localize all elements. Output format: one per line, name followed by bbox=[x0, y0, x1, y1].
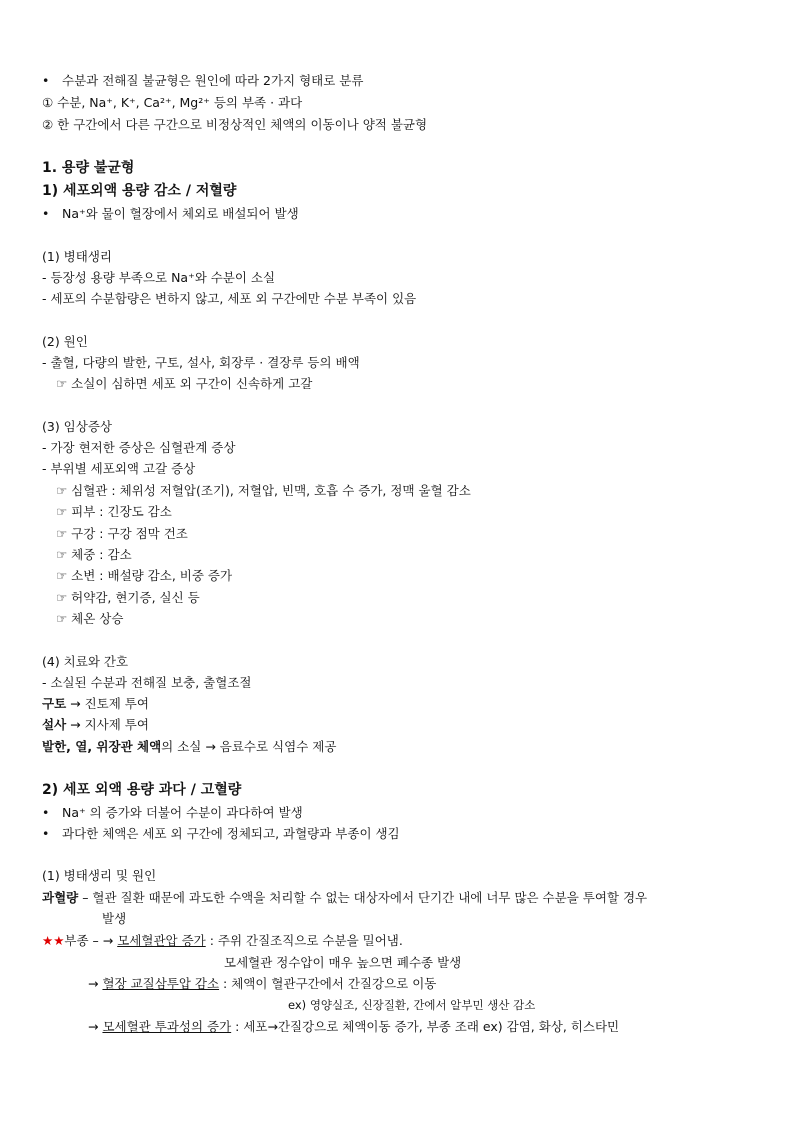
symptom-line: - 부위별 세포외액 고갈 증상 bbox=[42, 461, 196, 476]
subsection-title: 2) 세포 외액 용량 과다 / 고혈량 bbox=[42, 782, 242, 798]
treatment-line bbox=[42, 739, 336, 755]
symptom-item: ☞ 체온 상승 bbox=[56, 611, 124, 626]
patho-title: (1) 병태생리 bbox=[42, 249, 112, 264]
intro-bullet: • 수분과 전해질 불균형은 원인에 따라 2가지 형태로 분류 bbox=[62, 73, 363, 89]
patho-line: - 등장성 용량 부족으로 Na⁺와 수분이 소실 bbox=[42, 270, 276, 285]
star-icon: ★★ bbox=[42, 933, 65, 948]
treatment-line bbox=[42, 696, 149, 712]
symptom-title: (3) 임상증상 bbox=[42, 419, 112, 434]
hypervolemia-line-cont: 발생 bbox=[102, 911, 127, 926]
hypervolemia-label: 과혈량 bbox=[42, 890, 79, 905]
subsection-bullet: • 과다한 체액은 세포 외 구간에 정체되고, 과혈량과 부종이 생김 bbox=[62, 826, 400, 842]
hypervolemia-line bbox=[42, 890, 647, 906]
symptom-item: ☞ 구강 : 구강 점막 건조 bbox=[56, 526, 188, 541]
hypervolemia-text: – 혈관 질환 때문에 과도한 수액을 처리할 수 없는 대상자에서 단기간 내에 너무 많은 수분을 투여할 경우 bbox=[78, 890, 648, 905]
cause-note: ☞ 소실이 심하면 세포 외 구간이 신속하게 고갈 bbox=[56, 376, 313, 391]
treatment-text: 의 소실 → 음료수로 식염수 제공 bbox=[161, 739, 337, 754]
treatment-title: (4) 치료와 간호 bbox=[42, 654, 129, 669]
symptom-item: ☞ 소변 : 배설량 감소, 비중 증가 bbox=[56, 568, 233, 583]
treatment-term: 설사 bbox=[42, 717, 67, 732]
symptom-item: ☞ 심혈관 : 체위성 저혈압(조기), 저혈압, 빈맥, 호흡 수 증가, 정맥 울혈 감소 bbox=[56, 483, 471, 498]
treatment-line bbox=[42, 717, 149, 733]
cause-title: (2) 원인 bbox=[42, 334, 88, 349]
treatment-line: - 소실된 수분과 전해질 보충, 출혈조절 bbox=[42, 675, 252, 690]
edema-desc-cont: 모세혈관 정수압이 매우 높으면 폐수종 발생 bbox=[224, 955, 462, 970]
symptom-item: ☞ 체중 : 감소 bbox=[56, 547, 132, 562]
intro-item-2: ② 한 구간에서 다른 구간으로 비정상적인 체액의 이동이나 양적 불균형 bbox=[42, 117, 428, 132]
subsection-title: 1) 세포외액 용량 감소 / 저혈량 bbox=[42, 183, 237, 199]
symptom-item: ☞ 피부 : 긴장도 감소 bbox=[56, 504, 172, 519]
subsection-bullet: • Na⁺와 물이 혈장에서 체외로 배설되어 발생 bbox=[62, 206, 299, 222]
edema-cause: 모세혈관 투과성의 증가 bbox=[102, 1019, 232, 1034]
treatment-text: → 지사제 투여 bbox=[66, 717, 149, 732]
treatment-term: 발한, 열, 위장관 체액 bbox=[42, 739, 162, 754]
intro-item-1: ① 수분, Na⁺, K⁺, Ca²⁺, Mg²⁺ 등의 부족 · 과다 bbox=[42, 95, 303, 110]
edema-cause: 혈장 교질삼투압 감소 bbox=[102, 976, 220, 991]
treatment-text: → 진토제 투여 bbox=[66, 696, 149, 711]
edema-desc: : 체액이 혈관구간에서 간질강으로 이동 bbox=[219, 976, 437, 991]
treatment-term: 구토 bbox=[42, 696, 67, 711]
symptom-item: ☞ 허약감, 현기증, 실신 등 bbox=[56, 590, 200, 605]
patho-title: (1) 병태생리 및 원인 bbox=[42, 868, 157, 883]
edema-line bbox=[88, 1019, 619, 1035]
edema-cause: 모세혈관압 증가 bbox=[117, 933, 206, 948]
patho-line: - 세포의 수분함량은 변하지 않고, 세포 외 구간에만 수분 부족이 있음 bbox=[42, 291, 417, 306]
arrow: → bbox=[88, 1019, 103, 1034]
edema-desc: : 세포→간질강으로 체액이동 증가, 부종 조래 ex) 감염, 화상, 히스타민 bbox=[231, 1019, 620, 1034]
edema-desc: : 주위 간질조직으로 수분을 밀어냄. bbox=[205, 933, 403, 948]
edema-line bbox=[42, 933, 403, 949]
subsection-bullet: • Na⁺ 의 증가와 더불어 수분이 과다하여 발생 bbox=[62, 805, 303, 821]
edema-example: ex) 영양실조, 신장질환, 간에서 알부민 생산 감소 bbox=[288, 998, 536, 1012]
cause-line: - 출혈, 다량의 발한, 구토, 설사, 회장루 · 결장루 등의 배액 bbox=[42, 355, 360, 370]
edema-line bbox=[88, 976, 436, 992]
symptom-line: - 가장 현저한 증상은 심혈관계 증상 bbox=[42, 440, 236, 455]
edema-label: 부종 – → bbox=[64, 933, 118, 948]
section-title: 1. 용량 불균형 bbox=[42, 160, 135, 176]
arrow: → bbox=[88, 976, 103, 991]
